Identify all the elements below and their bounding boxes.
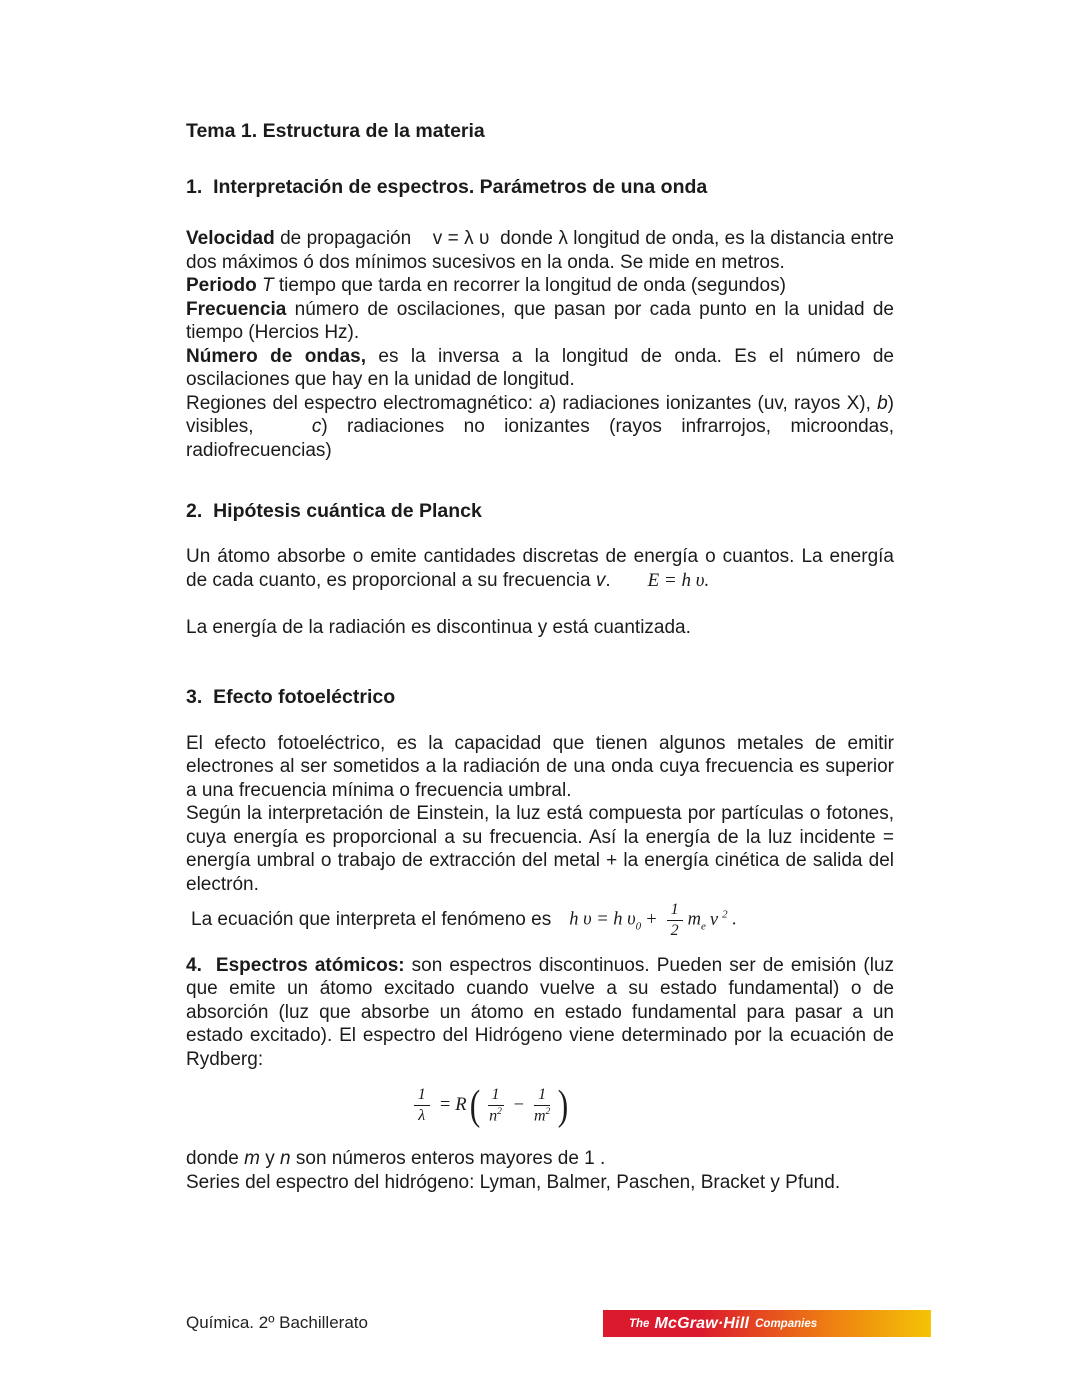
text-line [186, 616, 894, 640]
text-segment: Un átomo absorbe o emite cantidades discretas de energía o cuantos. La energía de cada cuanto, es proporcional a su frecuencia [186, 546, 894, 591]
text-line [186, 954, 894, 1072]
text-segment: es la inversa a la longitud de onda. Es el número de oscilaciones que hay en la unidad de longitud. [186, 345, 895, 390]
one-over-n-squared-fraction [488, 1086, 504, 1125]
text-segment: m [244, 1148, 260, 1170]
text-line [186, 1171, 894, 1195]
denominator-base: m [533, 1106, 546, 1124]
rydberg-equation: $\frac{1}{\lambda}$ = R ( $\frac{1}{n^2}$ − $\frac{1}{m^2}$ ) [409, 1086, 572, 1125]
text-segment: El efecto fotoeléctrico, es la capacidad que tienen algunos metales de emitir electrones al ser sometidos a la radiación de una onda cuya frecuencia es superior a una frecuencia mínima o frecuencia umbral. [186, 732, 894, 801]
text-line [186, 274, 894, 298]
eq-plus-operator: + [645, 909, 658, 930]
one-over-m-squared-fraction [534, 1086, 550, 1125]
mcgraw-hill-logo [603, 1310, 931, 1337]
section-planck [186, 500, 894, 640]
text-segment: E = h υ. [647, 569, 710, 591]
logo-brand-text: McGraw·Hill [654, 1314, 750, 1332]
text-segment: b [877, 392, 888, 414]
text-segment: Número de ondas, [186, 345, 366, 367]
text-segment: número de oscilaciones, que pasan por cada punto en la unidad de tiempo (Hercios Hz). [186, 298, 894, 343]
text-segment: La energía de la radiación es discontinua y está cuantizada. [186, 617, 691, 638]
eq-lhs-subscript: 0 [635, 920, 642, 933]
document-page [186, 120, 894, 1194]
text-line [186, 1147, 894, 1171]
section-1-body [186, 227, 894, 462]
footer-course-label: Química. 2º Bachillerato [186, 1313, 368, 1332]
text-segment: v [595, 569, 606, 591]
text-segment: y [259, 1148, 281, 1170]
equals-sign: = [438, 1094, 452, 1115]
text-line [186, 345, 894, 392]
eq-velocity-exponent: 2 [722, 908, 728, 921]
rydberg-constant-symbol: R [455, 1094, 467, 1115]
photoelectric-equation [569, 901, 737, 940]
text-segment: c [311, 416, 322, 437]
text-line [186, 732, 894, 803]
text-segment: Frecuencia [186, 298, 287, 320]
section-espectros [186, 176, 894, 462]
eq-mass-symbol: m [687, 909, 702, 930]
text-segment: T [262, 275, 274, 296]
fraction-denominator [534, 1106, 550, 1125]
section-3-body [186, 732, 894, 897]
text-segment: a [539, 392, 550, 414]
section-4-body [186, 954, 894, 1072]
text-line [186, 802, 894, 896]
text-segment: 4. Espectros atómicos: [186, 954, 405, 976]
one-half-fraction [667, 901, 683, 940]
fraction-denominator: 2 [670, 921, 679, 939]
text-segment: tiempo que tarda en recorrer la longitud de onda (segundos) [273, 275, 786, 296]
fraction-numerator: 1 [667, 901, 683, 921]
eq-velocity-symbol: v [709, 909, 719, 930]
section-1-heading: 1. Interpretación de espectros. Parámetros de una onda [186, 176, 708, 198]
text-segment: Regiones del espectro electromagnético: [186, 392, 540, 414]
text-segment: Según la interpretación de Einstein, la luz está compuesta por partículas o fotones, cuya energía es proporcional a su frecuencia. Así la energía de la luz incidente = energía umbral o trabajo de extracción del metal + la energía cinética de salida del electrón. [186, 803, 894, 895]
section-fotoelectrico [186, 686, 894, 940]
eq-period: . [727, 909, 737, 930]
text-segment: Series del espectro del hidrógeno: Lyman, Balmer, Paschen, Bracket y Pfund. [186, 1171, 841, 1193]
text-segment: son espectros discontinuos. Pueden ser de emisión (luz que emite un átomo excitado cuando vuelve a su estado fundamental) o de absorción (luz que absorbe un átomo en estado fundamental para pasar a un estado excitado). El espectro del Hidrógeno viene determinado por la ecuación de Rydberg: [186, 954, 895, 1070]
text-line [186, 545, 894, 592]
fraction-numerator: 1 [488, 1086, 504, 1106]
fraction-numerator: 1 [414, 1086, 430, 1106]
text-segment: Velocidad [186, 228, 275, 249]
rydberg-equation-block [186, 1079, 894, 1131]
section-2-body [186, 545, 894, 592]
denominator-exponent: 2 [497, 1106, 502, 1117]
text-segment: n [280, 1148, 291, 1170]
text-segment: Periodo [186, 275, 257, 296]
text-line [186, 298, 894, 345]
eq-mass-subscript: e [701, 920, 706, 933]
photoelectric-equation-line [186, 901, 894, 940]
text-segment: ) radiaciones ionizantes (uv, rayos X), [549, 392, 878, 414]
denominator-exponent: 2 [545, 1106, 551, 1117]
equation-intro-text: La ecuación que interpreta el fenómeno es [191, 909, 552, 931]
section-2-heading: 2. Hipótesis cuántica de Planck [186, 500, 482, 522]
fraction-numerator: 1 [534, 1086, 550, 1106]
text-segment: . [605, 569, 648, 591]
logo-companies-text: Companies [755, 1317, 818, 1330]
section-4-body-2 [186, 1147, 894, 1194]
section-2-body-2 [186, 616, 894, 640]
fraction-denominator: λ [418, 1106, 426, 1124]
eq-lhs: h υ = h υ [569, 909, 636, 930]
text-segment: donde [186, 1148, 245, 1170]
text-segment: de propagación v = λ υ donde λ longitud de onda, es la distancia entre dos máximos ó dos mínimos sucesivos en la onda. Se mide en metros. [186, 228, 894, 273]
text-segment: ) radiaciones no ionizantes (rayos infrarrojos, microondas, radiofrecuencias) [186, 416, 894, 461]
text-segment: ) visibles, [186, 392, 894, 437]
logo-the-text: The [629, 1317, 650, 1330]
text-line [186, 392, 894, 463]
section-3-heading: 3. Efecto fotoeléctrico [186, 685, 396, 708]
minus-sign: − [512, 1094, 525, 1115]
one-over-lambda-fraction [414, 1086, 430, 1125]
document-title: Tema 1. Estructura de la materia [186, 120, 485, 142]
fraction-denominator [489, 1106, 502, 1125]
section-espectros-atomicos [186, 954, 894, 1195]
text-line [186, 227, 894, 274]
text-segment: son números enteros mayores de 1 . [290, 1148, 606, 1170]
denominator-base: n [489, 1106, 498, 1124]
